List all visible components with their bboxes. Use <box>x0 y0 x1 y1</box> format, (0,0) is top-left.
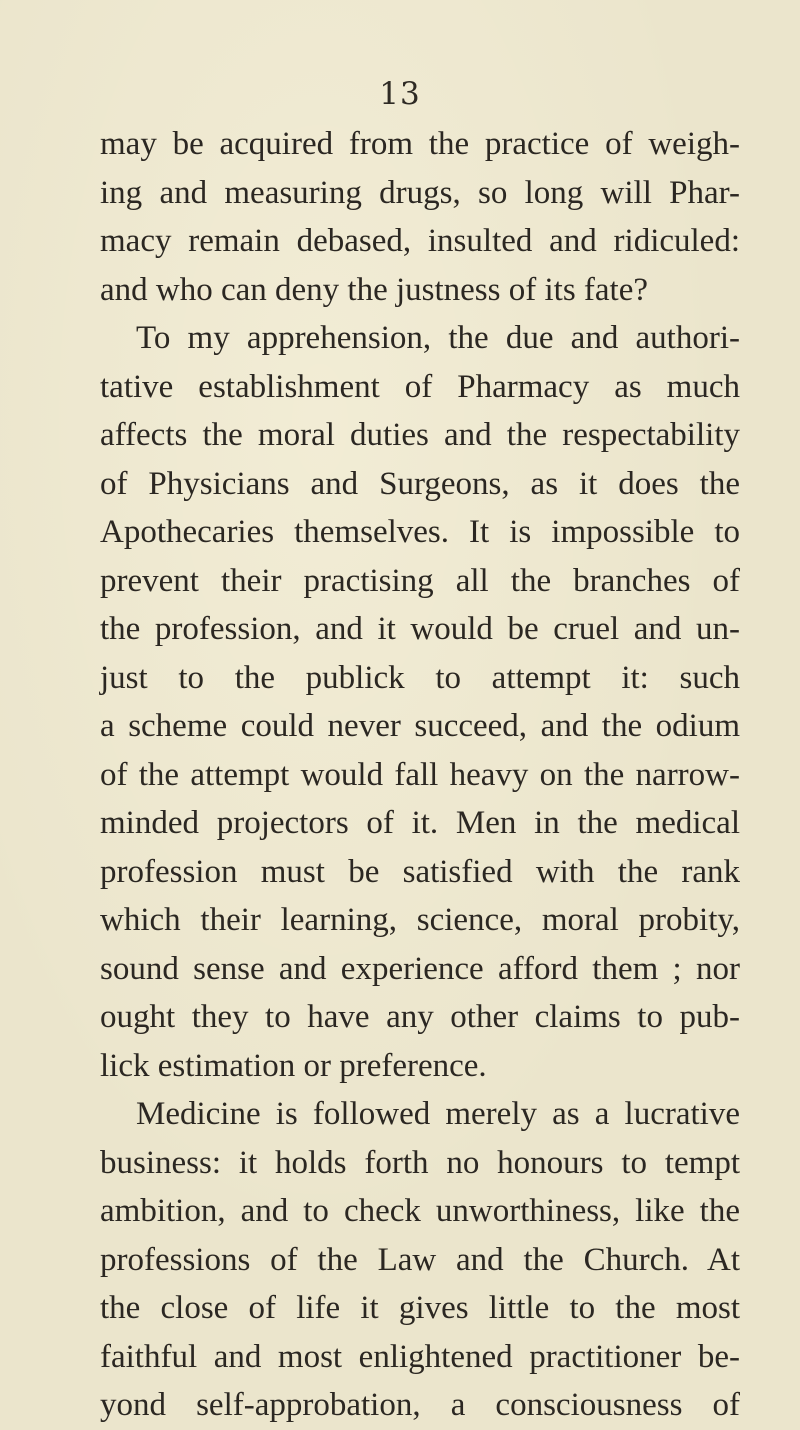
text-line <box>100 1284 740 1333</box>
text-line-content: macy remain debased, insulted and ridiculed: <box>100 223 740 259</box>
text-line-content: business: it holds forth no honours to tempt <box>100 1144 740 1181</box>
text-line-content: faithful and most enlightened practitioner be- <box>100 1338 740 1375</box>
text-line-content: tative establishment of Pharmacy as much <box>100 368 740 405</box>
text-line-content: affects the moral duties and the respectability <box>100 417 740 453</box>
text-line <box>100 799 740 848</box>
text-line <box>100 702 740 751</box>
text-line-content: just to the publick to attempt it: such <box>100 659 740 696</box>
text-line-content: minded projectors of it. Men in the medical <box>100 805 740 841</box>
text-line <box>100 508 740 557</box>
text-line-content: Apothecaries themselves. It is impossible to <box>100 514 740 550</box>
text-line <box>100 1187 740 1236</box>
text-line-content: of the attempt would fall heavy on the narrow- <box>100 756 740 793</box>
text-line <box>100 363 740 412</box>
text-line-content: ought they to have any other claims to pub- <box>100 999 740 1035</box>
text-line <box>100 411 740 460</box>
text-line <box>100 1381 740 1430</box>
text-line-content: profession must be satisfied with the rank <box>100 853 740 890</box>
text-line-content: ambition, and to check unworthiness, like the <box>100 1193 740 1229</box>
text-line-content: of Physicians and Surgeons, as it does the <box>100 465 740 502</box>
text-line-content: the profession, and it would be cruel and un- <box>100 611 740 647</box>
text-line-content: and who can deny the justness of its fate? <box>100 271 649 308</box>
text-line-content: professions of the Law and the Church. At <box>100 1241 740 1278</box>
text-line <box>100 1042 740 1091</box>
text-line <box>100 217 740 266</box>
text-line-content: may be acquired from the practice of weigh- <box>100 126 740 162</box>
text-line <box>100 120 740 169</box>
text-line-content: a scheme could never succeed, and the odium <box>100 708 740 744</box>
text-line <box>100 169 740 218</box>
text-line <box>100 605 740 654</box>
body-text <box>100 120 740 1430</box>
text-line <box>100 654 740 703</box>
text-line <box>100 314 740 363</box>
text-line-content: lick estimation or preference. <box>100 1047 487 1084</box>
text-line <box>100 751 740 800</box>
text-line <box>100 1139 740 1188</box>
text-line <box>100 557 740 606</box>
text-line-content: ing and measuring drugs, so long will Phar- <box>100 174 740 211</box>
text-line <box>100 945 740 994</box>
text-line <box>100 266 740 315</box>
text-line-content: which their learning, science, moral probity, <box>100 902 740 938</box>
text-line-content: sound sense and experience afford them ; nor <box>100 950 740 987</box>
page-number: 13 <box>379 76 421 112</box>
text-line <box>100 848 740 897</box>
text-line-content: To my apprehension, the due and authori- <box>136 320 740 356</box>
text-line-content: the close of life it gives little to the most <box>100 1290 740 1326</box>
text-line-content: prevent their practising all the branches of <box>100 562 740 599</box>
text-line <box>100 460 740 509</box>
text-line <box>100 1090 740 1139</box>
text-line-content: Medicine is followed merely as a lucrative <box>136 1096 740 1132</box>
text-line-content: yond self-approbation, a consciousness of <box>100 1387 740 1423</box>
text-line <box>100 896 740 945</box>
text-line <box>100 1236 740 1285</box>
text-line <box>100 1333 740 1382</box>
text-line <box>100 993 740 1042</box>
